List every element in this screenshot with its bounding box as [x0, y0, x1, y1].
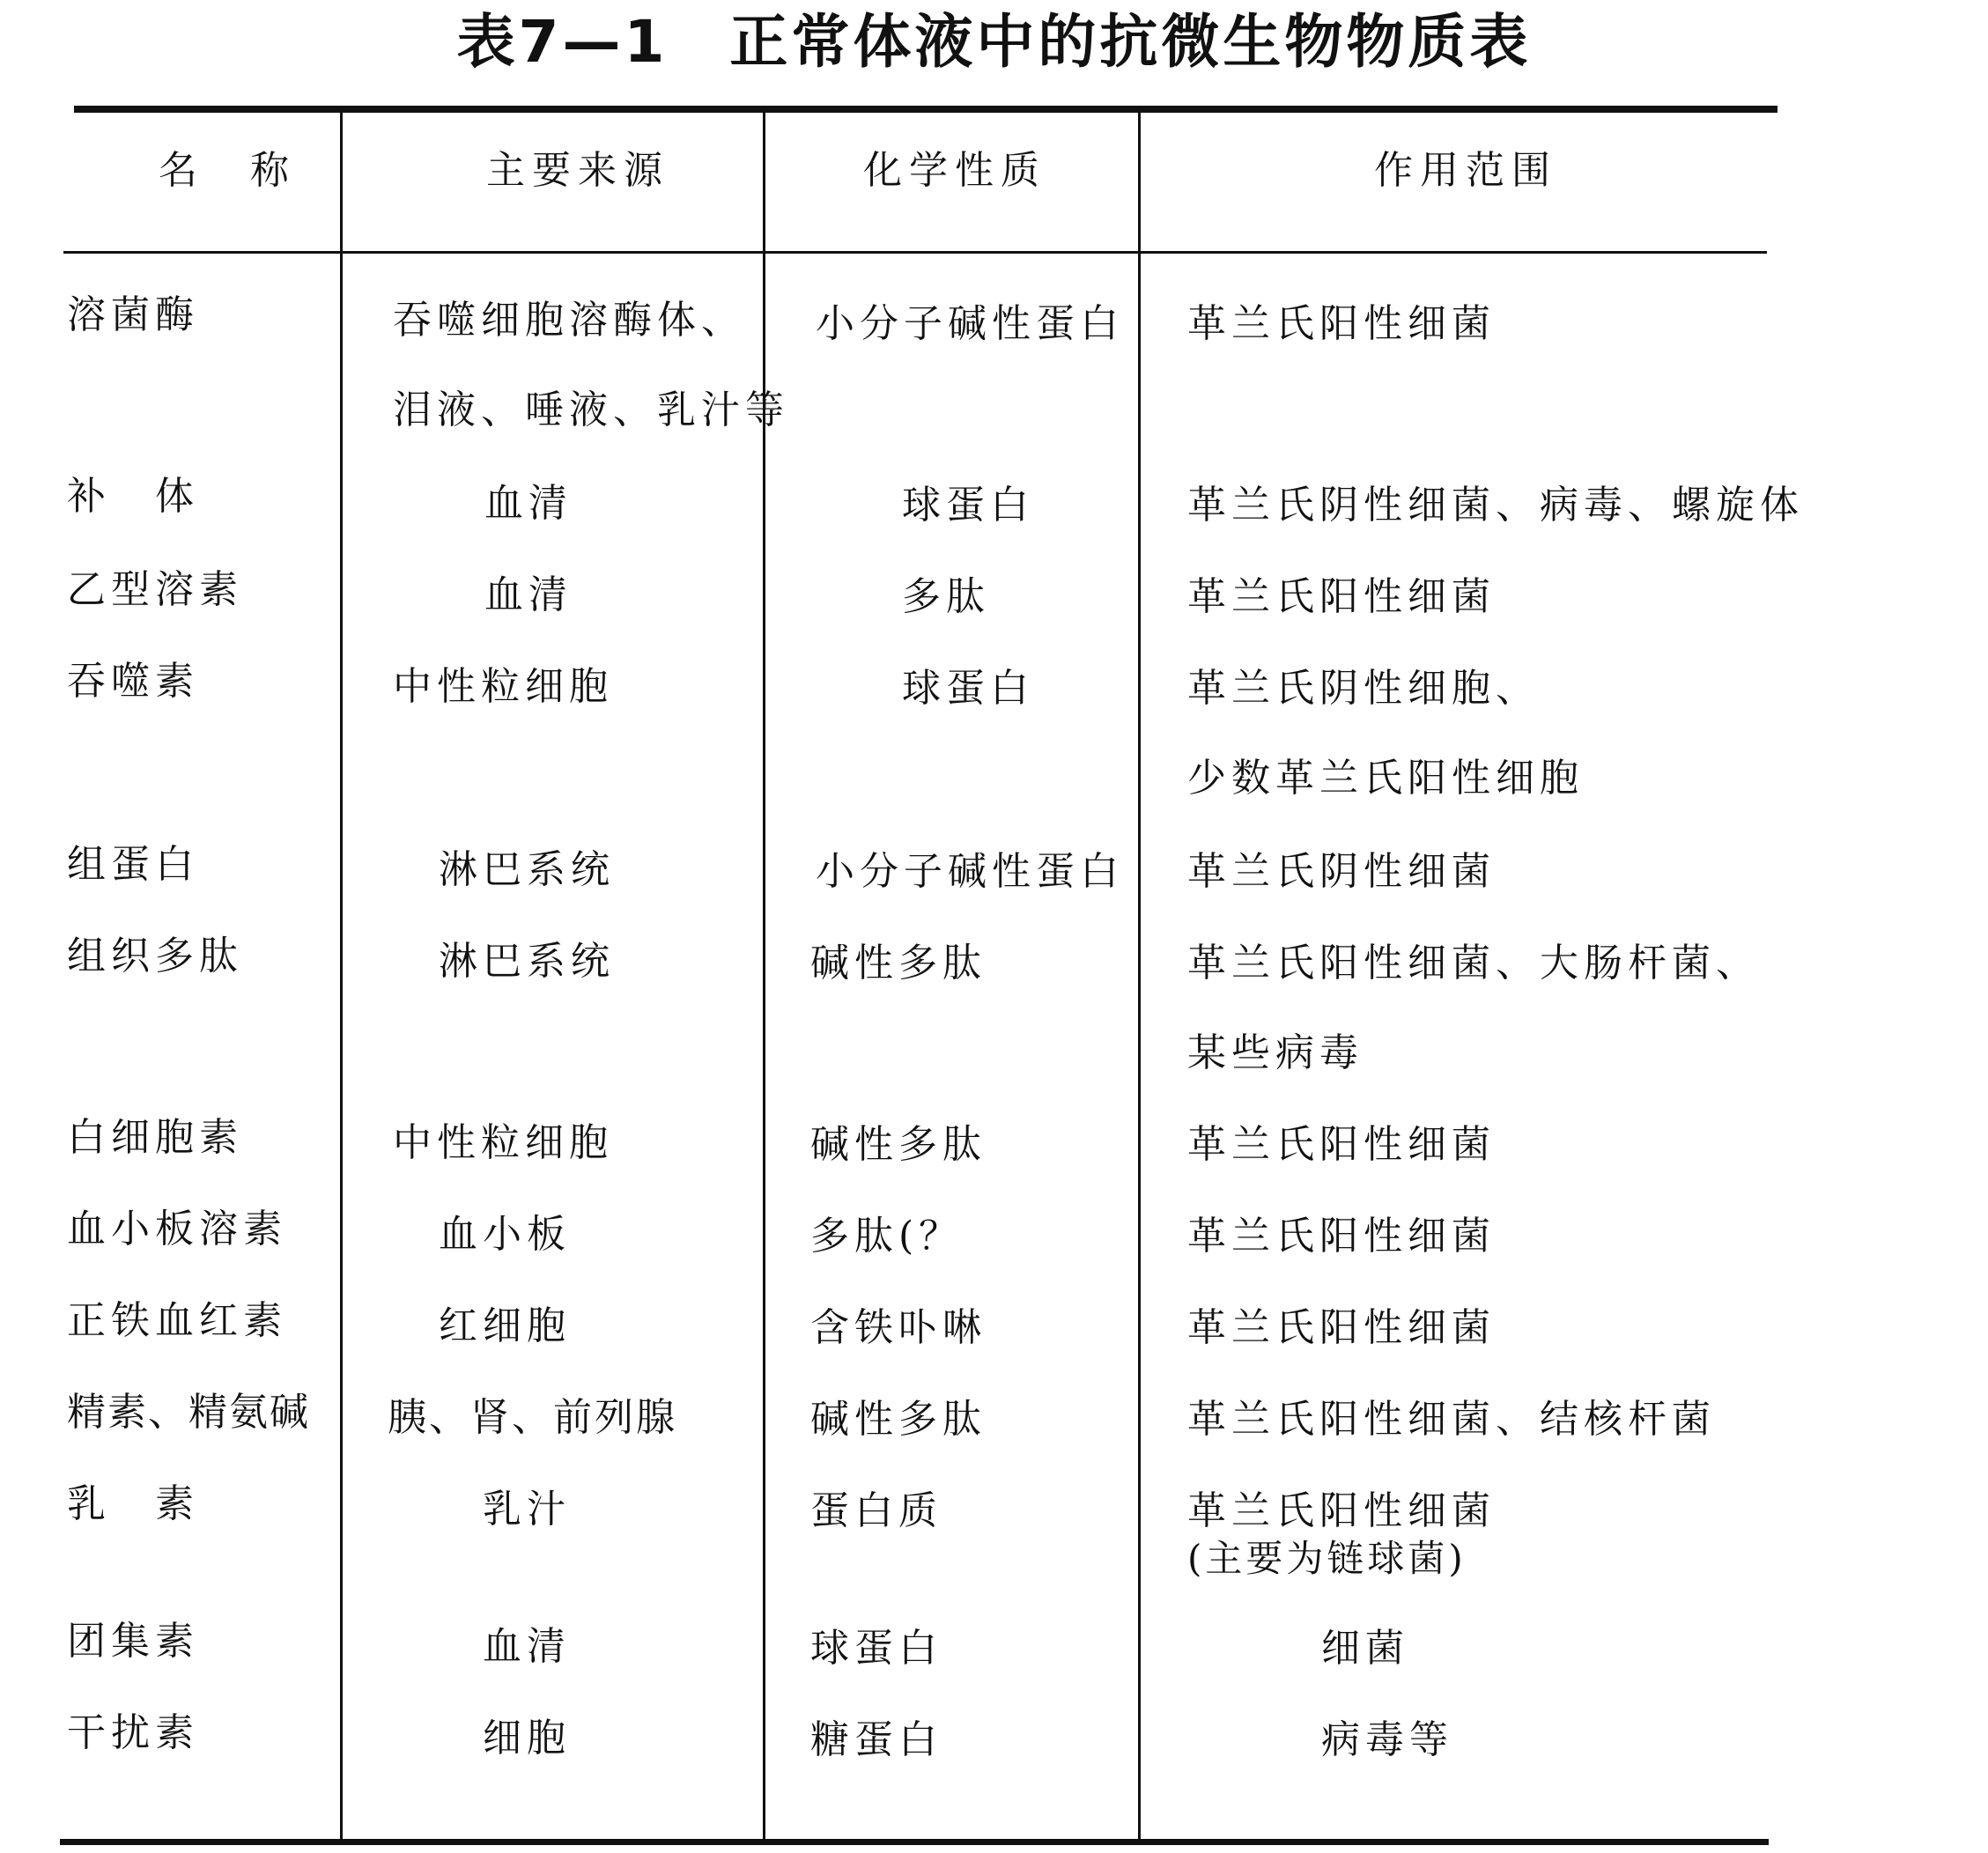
- cell-chemistry: 碱性多肽: [810, 1397, 987, 1442]
- cell-chemistry: 球蛋白: [810, 1626, 942, 1671]
- cell-scope: 革兰氏阴性细菌、病毒、螺旋体: [1187, 483, 1804, 528]
- cell-name: 干扰素: [67, 1710, 199, 1755]
- cell-name: 组蛋白: [67, 842, 199, 887]
- cell-source: 血小板: [439, 1212, 571, 1257]
- cell-scope: 革兰氏阳性细菌: [1187, 1488, 1496, 1533]
- cell-source: 胰、肾、前列腺: [388, 1395, 677, 1440]
- cell-source: 细胞: [483, 1716, 571, 1761]
- cell-scope: 革兰氏阳性细菌: [1187, 301, 1496, 346]
- cell-scope: 少数革兰氏阳性细胞: [1187, 756, 1584, 801]
- column-divider-1: [340, 109, 343, 1842]
- cell-source: 淋巴系统: [439, 939, 615, 984]
- header-rule: [63, 251, 1767, 254]
- top-rule: [74, 106, 1777, 113]
- column-divider-2: [763, 109, 765, 1842]
- table-title: 表7—1 正常体液中的抗微生物物质表: [456, 8, 1532, 76]
- cell-source: 泪液、唾液、乳汁等: [393, 388, 789, 432]
- cell-name: 精素、精氨碱: [67, 1390, 310, 1435]
- cell-chemistry: 小分子碱性蛋白: [816, 301, 1124, 346]
- cell-chemistry: 碱性多肽: [810, 1122, 987, 1167]
- cell-source: 中性粒细胞: [393, 1120, 613, 1165]
- cell-scope: 革兰氏阳性细菌: [1187, 1305, 1496, 1350]
- cell-scope: 革兰氏阴性细胞、: [1187, 666, 1540, 711]
- cell-scope: 革兰氏阴性细菌: [1187, 849, 1496, 894]
- cell-chemistry: 多肽(？: [810, 1214, 964, 1259]
- cell-name: 溶菌酶: [67, 292, 199, 337]
- cell-scope: 细菌: [1321, 1626, 1409, 1671]
- cell-name: 白细胞素: [67, 1115, 243, 1160]
- cell-name: 正铁血红素: [67, 1298, 287, 1343]
- cell-scope: 革兰氏阳性细菌: [1187, 574, 1496, 619]
- cell-scope: 革兰氏阳性细菌、结核杆菌: [1187, 1397, 1716, 1442]
- cell-name: 血小板溶素: [67, 1207, 287, 1251]
- cell-source: 乳汁: [483, 1487, 571, 1532]
- column-divider-3: [1138, 109, 1141, 1842]
- cell-source: 红细胞: [439, 1303, 571, 1348]
- cell-source: 血清: [484, 572, 573, 617]
- header-scope: 作用范围: [1374, 148, 1557, 193]
- header-source: 主要来源: [486, 148, 669, 193]
- cell-chemistry: 球蛋白: [902, 666, 1034, 711]
- cell-scope-note: (主要为链球菌): [1187, 1537, 1467, 1580]
- cell-chemistry: 小分子碱性蛋白: [816, 849, 1124, 894]
- cell-source: 血清: [484, 481, 573, 526]
- cell-source: 吞噬细胞溶酶体、: [393, 298, 745, 343]
- cell-scope: 病毒等: [1321, 1717, 1453, 1762]
- cell-name: 组织多肽: [67, 934, 243, 978]
- cell-chemistry: 碱性多肽: [810, 941, 987, 986]
- cell-name: 补 体: [67, 474, 199, 519]
- header-chemistry: 化学性质: [863, 148, 1046, 193]
- cell-source: 血清: [483, 1624, 571, 1669]
- cell-chemistry: 球蛋白: [902, 483, 1034, 528]
- cell-chemistry: 蛋白质: [810, 1488, 942, 1533]
- cell-scope: 革兰氏阳性细菌: [1187, 1122, 1496, 1167]
- cell-source: 淋巴系统: [439, 847, 615, 892]
- cell-name: 吞噬素: [67, 659, 199, 704]
- header-name: 名 称: [159, 148, 296, 193]
- cell-scope: 革兰氏阳性细菌、大肠杆菌、: [1187, 941, 1760, 986]
- cell-scope: 革兰氏阳性细菌: [1187, 1214, 1496, 1259]
- cell-name: 乙型溶素: [67, 567, 243, 612]
- cell-chemistry: 多肽: [902, 574, 990, 619]
- cell-scope: 某些病毒: [1187, 1030, 1364, 1075]
- cell-name: 乳 素: [67, 1481, 199, 1526]
- cell-name: 团集素: [67, 1619, 199, 1664]
- cell-chemistry: 糖蛋白: [810, 1717, 942, 1762]
- cell-source: 中性粒细胞: [393, 664, 613, 709]
- cell-chemistry: 含铁卟啉: [810, 1305, 987, 1350]
- bottom-rule: [60, 1839, 1769, 1845]
